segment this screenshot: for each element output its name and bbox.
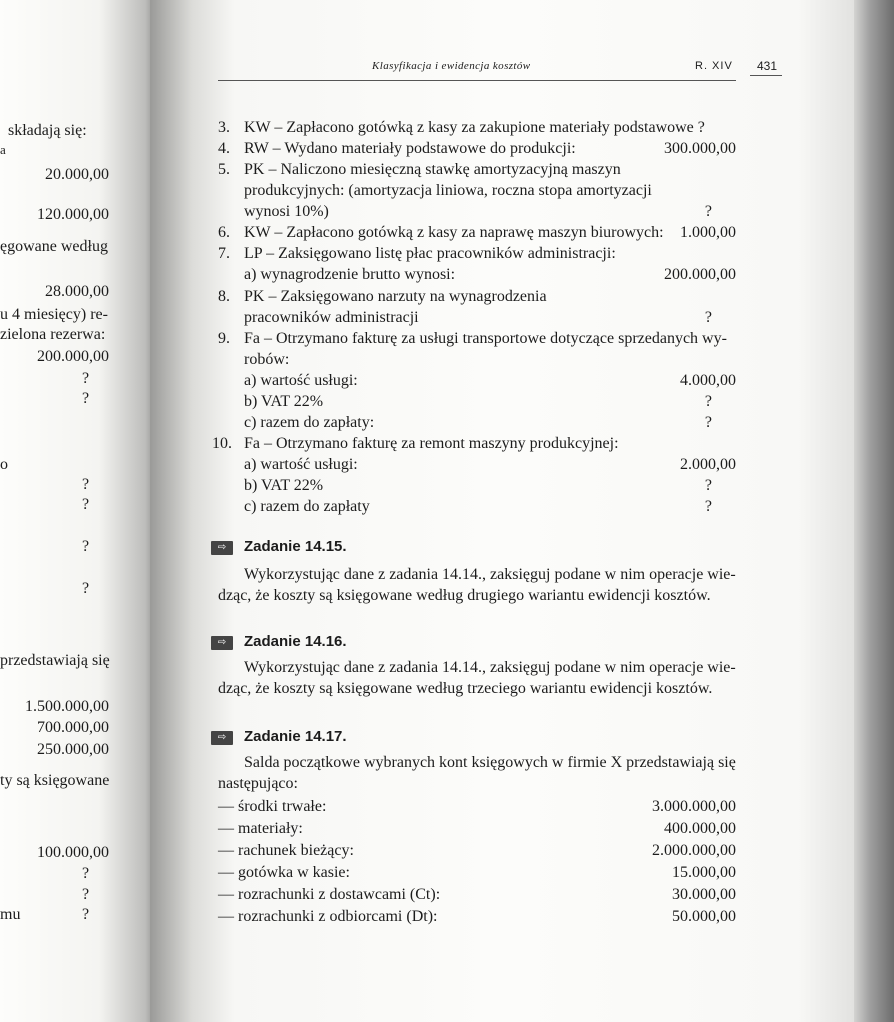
balance-label: — gotówka w kasie:	[218, 864, 350, 881]
balance-value: 400.000,00	[664, 820, 736, 837]
left-text: o	[0, 456, 8, 473]
task-title: Zadanie 14.16.	[244, 633, 347, 650]
op-value: 1.000,00	[680, 224, 736, 241]
section-label: R. XIV	[695, 60, 733, 72]
op-text: produkcyjnych: (amortyzacja liniowa, roczna stopa amortyzacji	[244, 182, 652, 199]
left-value: ?	[82, 865, 90, 882]
balance-value: 30.000,00	[672, 886, 736, 903]
arrow-icon: ⇨	[211, 731, 233, 745]
op-text: b) VAT 22%	[244, 393, 324, 410]
op-value: 300.000,00	[664, 140, 736, 157]
op-number: 8.	[218, 288, 230, 305]
op-value: ?	[704, 477, 712, 494]
op-text: KW – Zapłacono gotówką z kasy za naprawę maszyn biurowych:	[244, 224, 664, 241]
left-text: u 4 miesięcy) re-	[0, 306, 108, 323]
op-text: robów:	[244, 351, 290, 368]
left-text: zielona rezerwa:	[0, 326, 106, 343]
balance-label: — środki trwałe:	[218, 798, 327, 815]
left-text: składają się:	[8, 122, 87, 139]
balance-value: 3.000.000,00	[652, 798, 736, 815]
left-value: 20.000,00	[45, 166, 109, 183]
task-text: Wykorzystując dane z zadania 14.14., zaksięguj podane w nim operacje wie-	[244, 659, 736, 676]
left-value: ?	[82, 496, 90, 513]
left-value: 28.000,00	[45, 283, 109, 300]
left-value: ?	[82, 476, 90, 493]
op-value: ?	[704, 309, 712, 326]
arrow-icon: ⇨	[211, 541, 233, 555]
balance-label: — materiały:	[218, 820, 303, 837]
arrow-icon: ⇨	[211, 636, 233, 650]
op-text: c) razem do zapłaty:	[244, 414, 375, 431]
left-value: ?	[82, 370, 90, 387]
task-title: Zadanie 14.17.	[244, 728, 347, 745]
op-text: PK – Zaksięgowano narzuty na wynagrodzenia	[244, 288, 547, 305]
op-text: a) wartość usługi:	[244, 456, 358, 473]
page-number: 431	[757, 59, 778, 73]
header-rule	[218, 80, 736, 81]
op-text: Fa – Otrzymano fakturę za remont maszyny produkcyjnej:	[244, 435, 619, 452]
op-text: LP – Zaksięgowano listę płac pracowników administracji:	[244, 245, 616, 262]
left-text: a	[0, 142, 6, 157]
task-text: następująco:	[218, 775, 298, 792]
page-number-rule	[750, 75, 782, 76]
balance-label: — rozrachunki z dostawcami (Ct):	[218, 886, 441, 903]
op-value: ?	[704, 393, 712, 410]
left-value: 1.500.000,00	[25, 698, 109, 715]
task-title: Zadanie 14.15.	[244, 538, 347, 555]
op-number: 9.	[218, 330, 230, 347]
left-value: ?	[82, 580, 90, 597]
balance-label: — rozrachunki z odbiorcami (Dt):	[218, 908, 438, 925]
op-text: RW – Wydano materiały podstawowe do produkcji:	[244, 140, 576, 157]
task-text: Wykorzystując dane z zadania 14.14., zaksięguj podane w nim operacje wie-	[244, 566, 736, 583]
op-text: PK – Naliczono miesięczną stawkę amortyzacyjną maszyn	[244, 161, 621, 178]
left-page-fragment	[0, 0, 165, 1022]
left-value: ?	[82, 906, 90, 923]
balance-value: 2.000.000,00	[652, 842, 736, 859]
op-text: pracowników administracji	[244, 309, 419, 326]
op-value: ?	[704, 203, 712, 220]
op-number: 6.	[218, 224, 230, 241]
left-value: ?	[82, 390, 90, 407]
op-number: 10.	[212, 435, 232, 452]
op-value: 4.000,00	[680, 372, 736, 389]
task-text: Salda początkowe wybranych kont księgowych w firmie X przedstawiają się	[244, 754, 736, 771]
left-value: 100.000,00	[37, 844, 109, 861]
left-text: mu	[0, 906, 21, 923]
op-number: 3.	[218, 119, 230, 136]
op-text: a) wynagrodzenie brutto wynosi:	[244, 266, 456, 283]
balance-value: 15.000,00	[672, 864, 736, 881]
op-text: wynosi 10%)	[244, 203, 329, 220]
op-text: c) razem do zapłaty	[244, 498, 370, 515]
left-text: przedstawiają się	[0, 652, 110, 669]
left-value: 250.000,00	[37, 741, 109, 758]
op-number: 5.	[218, 161, 230, 178]
task-text: dząc, że koszty są księgowane według drugiego wariantu ewidencji kosztów.	[218, 587, 711, 604]
op-number: 4.	[218, 140, 230, 157]
left-value: 700.000,00	[37, 719, 109, 736]
left-value: 120.000,00	[37, 206, 109, 223]
op-value: ?	[704, 414, 712, 431]
left-value: 200.000,00	[37, 348, 109, 365]
op-value: 2.000,00	[680, 456, 736, 473]
task-text: dząc, że koszty są księgowane według trzeciego wariantu ewidencji kosztów.	[218, 680, 713, 697]
op-text: KW – Zapłacono gotówką z kasy za zakupione materiały podstawowe ?	[244, 119, 705, 136]
left-value: ?	[82, 886, 90, 903]
left-value: ?	[82, 538, 90, 555]
left-text: ęgowane według	[0, 238, 108, 255]
op-number: 7.	[218, 245, 230, 262]
left-text: ty są księgowane	[0, 772, 110, 789]
page-edge-shadow	[854, 0, 894, 1022]
balance-label: — rachunek bieżący:	[218, 842, 354, 859]
op-text: a) wartość usługi:	[244, 372, 358, 389]
running-title: Klasyfikacja i ewidencja kosztów	[372, 60, 531, 72]
op-value: 200.000,00	[664, 266, 736, 283]
book-page	[150, 0, 854, 1022]
op-text: b) VAT 22%	[244, 477, 324, 494]
op-text: Fa – Otrzymano fakturę za usługi transportowe dotyczące sprzedanych wy-	[244, 330, 727, 347]
op-value: ?	[704, 498, 712, 515]
balance-value: 50.000,00	[672, 908, 736, 925]
